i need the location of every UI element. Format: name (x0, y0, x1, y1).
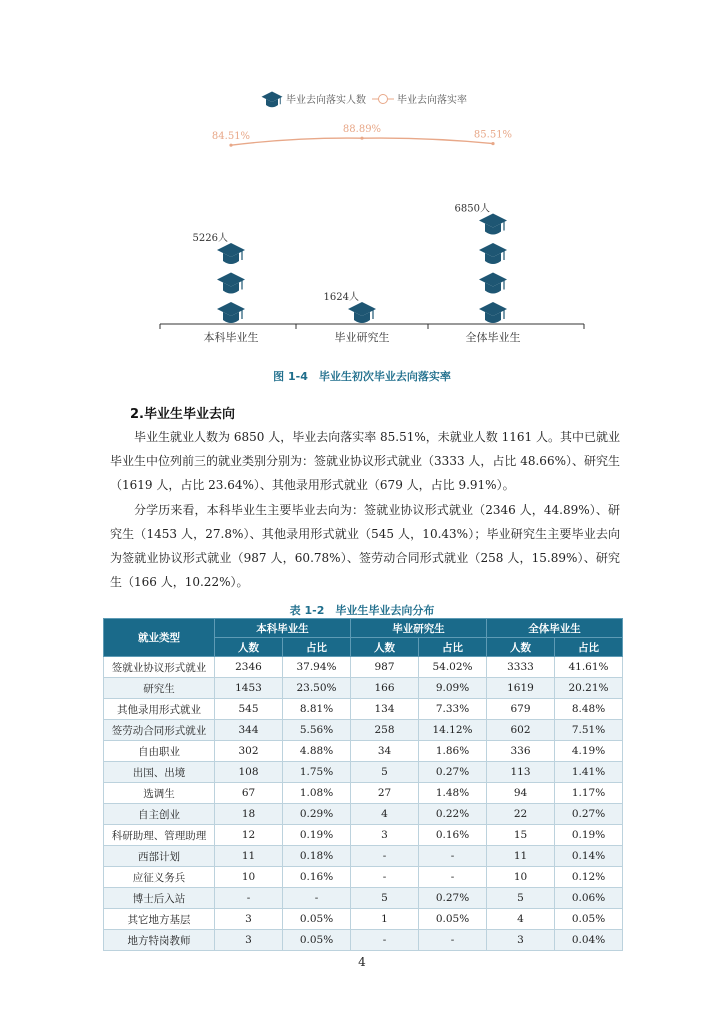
cell-count: 11 (487, 846, 555, 867)
chart-legend (262, 92, 468, 108)
cell-share: 0.19% (283, 825, 351, 846)
cell-count: 679 (487, 699, 555, 720)
table-row (104, 741, 623, 762)
cell-count: 113 (487, 762, 555, 783)
table-caption: 表 1-2 毕业生毕业去向分布 (289, 604, 435, 617)
count-label: 5226人 (192, 233, 228, 244)
rate-point (229, 144, 232, 147)
legend-rate-label: 毕业去向落实率 (397, 95, 467, 106)
cell-count: 1 (351, 909, 419, 930)
cell-share: 1.17% (555, 783, 623, 804)
cell-share: 0.19% (555, 825, 623, 846)
cell-employment-type: 自由职业 (104, 741, 215, 762)
cell-share: 8.81% (283, 699, 351, 720)
cell-count: 67 (215, 783, 283, 804)
cell-share: - (419, 867, 487, 888)
cell-share: 5.56% (283, 720, 351, 741)
graduation-cap-icon (479, 243, 507, 264)
cell-share: 0.06% (555, 888, 623, 909)
cell-share: 4.19% (555, 741, 623, 762)
cell-employment-type: 博士后入站 (104, 888, 215, 909)
cell-count: 5 (351, 762, 419, 783)
cell-share: 14.12% (419, 720, 487, 741)
graduation-cap-icon (348, 302, 376, 323)
cell-share: 0.16% (419, 825, 487, 846)
cell-share: 0.27% (419, 762, 487, 783)
cell-share: 1.48% (419, 783, 487, 804)
cell-count: 11 (215, 846, 283, 867)
cell-share: - (283, 888, 351, 909)
count-label: 6850人 (454, 203, 490, 215)
cell-share: 9.09% (419, 678, 487, 699)
cell-count: 166 (351, 678, 419, 699)
table-row (104, 846, 623, 867)
cell-count: 258 (351, 720, 419, 741)
cell-count: 302 (215, 741, 283, 762)
cell-count: 1453 (215, 678, 283, 699)
count-label: 1624人 (323, 292, 359, 303)
header-count: 人数 (487, 638, 555, 657)
header-group-postgrad: 毕业研究生 (351, 619, 487, 638)
cell-count: 5 (487, 888, 555, 909)
rate-label: 85.51% (473, 129, 513, 141)
cell-count: 4 (487, 909, 555, 930)
cell-share: 0.12% (555, 867, 623, 888)
header-share: 占比 (555, 638, 623, 657)
cell-count: 27 (351, 783, 419, 804)
destination-table (103, 618, 623, 951)
cell-count: 336 (487, 741, 555, 762)
cell-count: 94 (487, 783, 555, 804)
table-row (104, 930, 623, 951)
rate-point (491, 142, 494, 145)
rate-label: 84.51% (211, 131, 251, 143)
cell-count: 134 (351, 699, 419, 720)
table-row (104, 699, 623, 720)
category-label: 本科毕业生 (203, 331, 259, 344)
paragraph-employment-summary: 毕业生就业人数为 6850 人，毕业去向落实率 85.51%，未就业人数 1161 人。其中已就业毕业生中位列前三的就业类别分别为：签就业协议形式就业（3333 人，占比 48.66%）、研究生（1619 人，占比 23.64%）、其他录用形式就业（679 人，占比 9.91%）。 (110, 430, 620, 492)
cell-share: - (419, 930, 487, 951)
cell-count: - (351, 867, 419, 888)
cell-share: 0.14% (555, 846, 623, 867)
cell-count: 15 (487, 825, 555, 846)
cell-share: 1.41% (555, 762, 623, 783)
graduation-cap-icon (479, 302, 507, 323)
cell-count: 108 (215, 762, 283, 783)
cell-count: 3 (215, 909, 283, 930)
graduation-cap-icon (217, 302, 245, 323)
cell-count: 1619 (487, 678, 555, 699)
legend-count-label: 毕业去向落实人数 (286, 95, 366, 106)
cell-employment-type: 地方特岗教师 (104, 930, 215, 951)
table-row (104, 888, 623, 909)
header-count: 人数 (215, 638, 283, 657)
figure-caption: 图 1-4 毕业生初次毕业去向落实率 (273, 370, 451, 383)
table-row (104, 804, 623, 825)
header-share: 占比 (419, 638, 487, 657)
cell-share: - (419, 846, 487, 867)
cell-count: - (215, 888, 283, 909)
table-row (104, 783, 623, 804)
cell-employment-type: 出国、出境 (104, 762, 215, 783)
legend-cap-icon (262, 92, 283, 108)
table-row (104, 657, 623, 678)
table-row (104, 825, 623, 846)
cell-count: 3333 (487, 657, 555, 678)
cell-count: 10 (487, 867, 555, 888)
cell-share: 0.27% (419, 888, 487, 909)
cell-employment-type: 自主创业 (104, 804, 215, 825)
cell-share: 0.16% (283, 867, 351, 888)
graduation-cap-icon (479, 273, 507, 294)
cell-count: 4 (351, 804, 419, 825)
header-share: 占比 (283, 638, 351, 657)
cell-employment-type: 应征义务兵 (104, 867, 215, 888)
graduation-cap-icon (217, 243, 245, 264)
cell-share: 4.88% (283, 741, 351, 762)
cell-share: 0.29% (283, 804, 351, 825)
cell-count: 10 (215, 867, 283, 888)
cell-employment-type: 签就业协议形式就业 (104, 657, 215, 678)
cell-share: 1.75% (283, 762, 351, 783)
cell-share: 54.02% (419, 657, 487, 678)
rate-point (360, 137, 363, 140)
header-group-all: 全体毕业生 (487, 619, 623, 638)
cell-count: 602 (487, 720, 555, 741)
category-label: 全体毕业生 (465, 331, 521, 344)
cell-share: 0.05% (283, 930, 351, 951)
cell-count: 987 (351, 657, 419, 678)
cell-count: 5 (351, 888, 419, 909)
graduation-cap-icon (217, 273, 245, 294)
graduation-cap-icon (479, 214, 507, 235)
cell-share: 20.21% (555, 678, 623, 699)
cell-count: 2346 (215, 657, 283, 678)
rate-label: 88.89% (342, 124, 382, 136)
table-row (104, 867, 623, 888)
cell-count: 344 (215, 720, 283, 741)
cell-employment-type: 其它地方基层 (104, 909, 215, 930)
cell-count: 12 (215, 825, 283, 846)
cell-share: 1.86% (419, 741, 487, 762)
table-header-row-groups (104, 619, 623, 638)
cell-count: - (351, 846, 419, 867)
cell-share: 41.61% (555, 657, 623, 678)
cell-share: 7.51% (555, 720, 623, 741)
header-group-undergrad: 本科毕业生 (215, 619, 351, 638)
table-row (104, 678, 623, 699)
cell-share: 0.27% (555, 804, 623, 825)
cell-share: 0.22% (419, 804, 487, 825)
header-count: 人数 (351, 638, 419, 657)
paragraph-destination-by-degree: 分学历来看，本科毕业生主要毕业去向为：签就业协议形式就业（2346 人，44.89%）、研究生（1453 人，27.8%）、其他录用形式就业（545 人，10.43%）；毕业研究生主要毕业去向为签就业协议形式就业（987 人，60.78%）、签劳动合同形式就业（258 人，15.89%）、研究生（166 人，10.22%）。 (110, 503, 620, 589)
cell-share: 8.48% (555, 699, 623, 720)
section-heading: 2.毕业生毕业去向 (130, 407, 235, 422)
cell-share: 0.05% (283, 909, 351, 930)
legend-rate-marker (379, 95, 388, 104)
cell-count: 3 (351, 825, 419, 846)
table-row (104, 720, 623, 741)
cell-share: 0.18% (283, 846, 351, 867)
cell-employment-type: 科研助理、管理助理 (104, 825, 215, 846)
cell-count: 22 (487, 804, 555, 825)
cell-count: 18 (215, 804, 283, 825)
cell-share: 1.08% (283, 783, 351, 804)
cell-share: 0.04% (555, 930, 623, 951)
cell-employment-type: 选调生 (104, 783, 215, 804)
header-employment-type: 就业类型 (104, 619, 215, 657)
cell-share: 0.05% (419, 909, 487, 930)
page-number: 4 (358, 955, 366, 969)
cell-count: 3 (215, 930, 283, 951)
cell-employment-type: 其他录用形式就业 (104, 699, 215, 720)
cell-count: - (351, 930, 419, 951)
cell-share: 37.94% (283, 657, 351, 678)
graduation-rate-chart (0, 0, 724, 360)
table-row (104, 762, 623, 783)
cell-count: 34 (351, 741, 419, 762)
cell-count: 545 (215, 699, 283, 720)
cell-employment-type: 签劳动合同形式就业 (104, 720, 215, 741)
cell-share: 23.50% (283, 678, 351, 699)
cell-count: 3 (487, 930, 555, 951)
cell-share: 0.05% (555, 909, 623, 930)
category-label: 毕业研究生 (334, 331, 390, 344)
cell-employment-type: 研究生 (104, 678, 215, 699)
cell-share: 7.33% (419, 699, 487, 720)
cell-employment-type: 西部计划 (104, 846, 215, 867)
table-row (104, 909, 623, 930)
